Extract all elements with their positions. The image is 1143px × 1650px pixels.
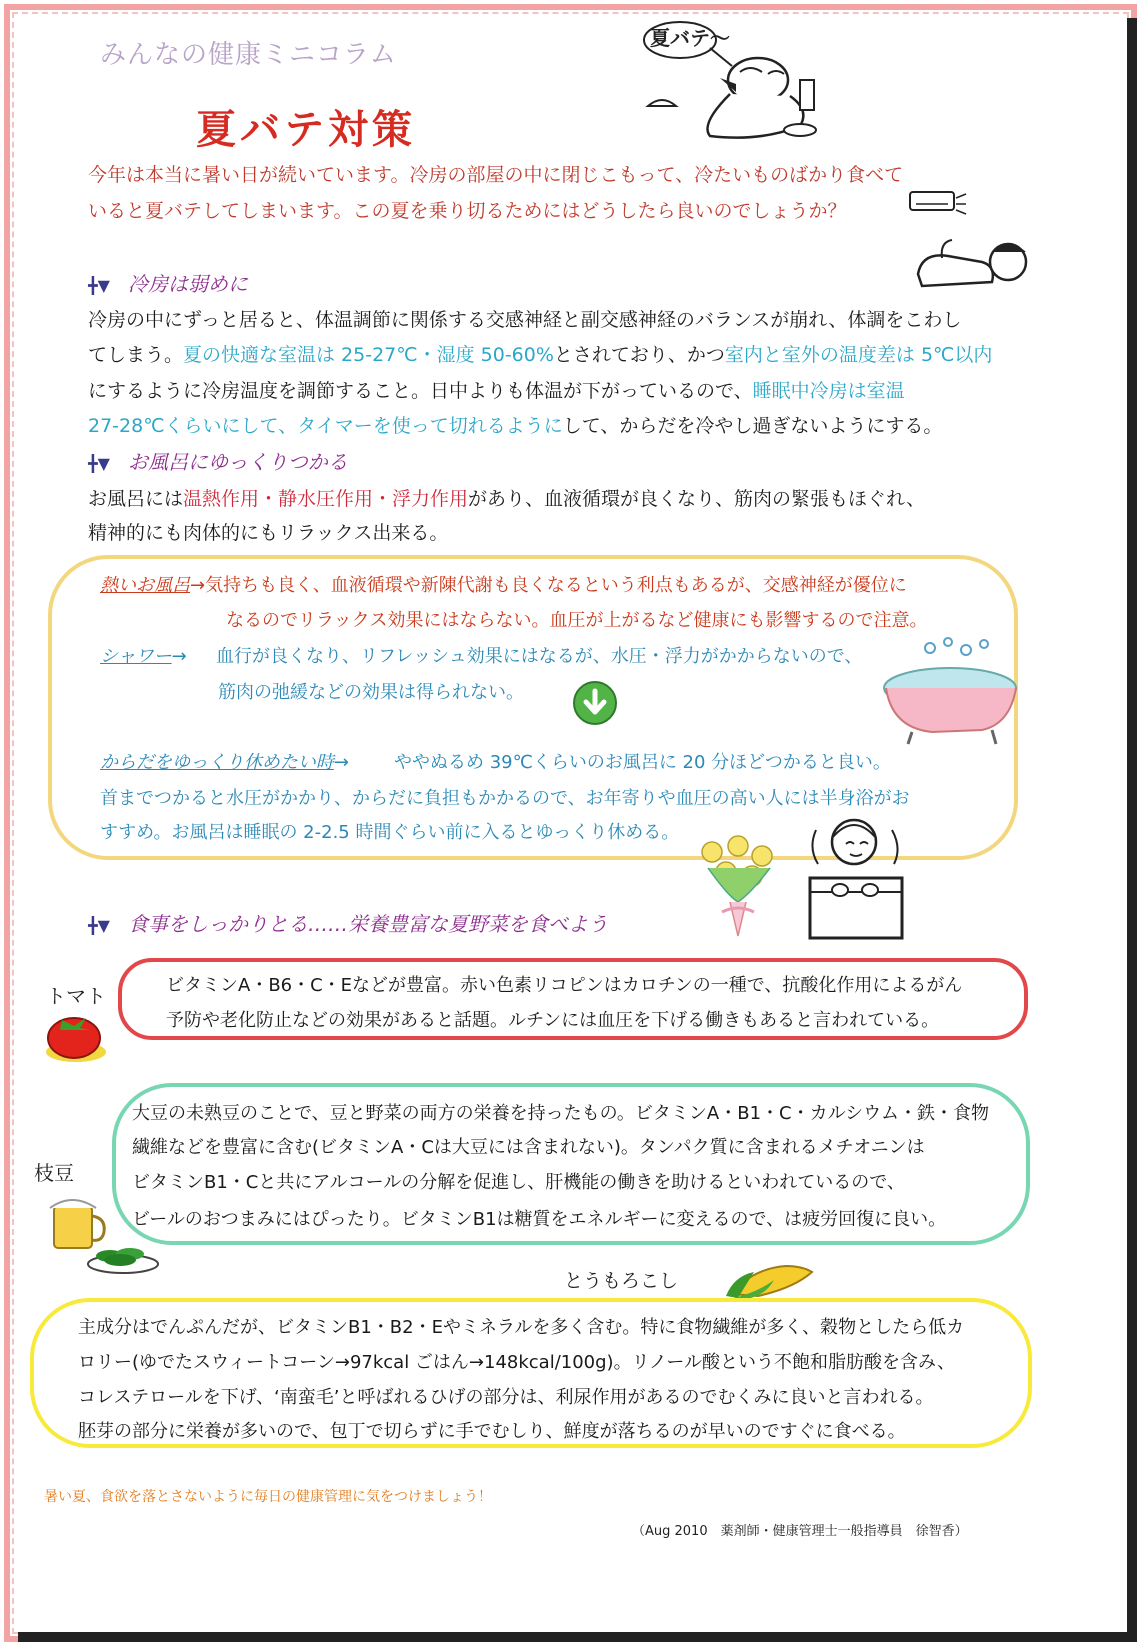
edamame-label: 枝豆 — [34, 1161, 74, 1185]
shower-line-1: 血行が良くなり、リフレッシュ効果にはなるが、水圧・浮力がかからないので、 — [216, 646, 863, 667]
bullet-arrow-icon: ╋▼ — [88, 276, 110, 295]
arrow: → — [333, 752, 349, 773]
footer-credit: （Aug 2010 薬剤師・健康管理士一般指導員 徐智香） — [632, 1524, 968, 1539]
tomato-line-2: 予防や老化防止などの効果があると話題。ルチンには血圧を下げる働きもあると言われている。 — [166, 1010, 940, 1031]
text: とされており、かつ — [553, 344, 725, 366]
highlight-sleep-aircon: 睡眠中冷房は室温 — [752, 380, 905, 402]
highlight-room-temp: 夏の快適な室温は 25-27℃・湿度 50-60% — [183, 344, 554, 366]
heading-text: お風呂にゆっくりつかる — [128, 450, 348, 474]
heading-text: 食事をしっかりとる……栄養豊富な夏野菜を食べよう — [128, 912, 608, 936]
bathtub-illustration — [872, 636, 1028, 748]
text: お風呂には — [88, 488, 184, 510]
corn-line-4: 胚芽の部分に栄養が多いので、包丁で切らずに手でむしり、鮮度が落ちるのが早いのですぐに食べる。 — [78, 1421, 906, 1442]
heading-text: 冷房は弱めに — [128, 272, 248, 296]
text: して、からだを冷やし過ぎないようにする。 — [562, 415, 943, 437]
edamame-line-1: 大豆の未熟豆のことで、豆と野菜の両方の栄養を持ったもの。ビタミンA・B1・C・カルシウム・鉄・食物 — [132, 1103, 989, 1124]
tomato-label: トマト — [46, 984, 106, 1008]
corn-label: とうもろこし — [564, 1270, 679, 1292]
flower-bouquet-illustration — [688, 832, 788, 938]
aircon-line-3 — [88, 376, 905, 403]
bath-line-2: 精神的にも肉体的にもリラックス出来る。 — [88, 522, 449, 544]
shower-line-2: 筋肉の弛緩などの効果は得られない。 — [218, 682, 524, 703]
section-heading-bath — [88, 446, 348, 475]
illustration-caption: 夏バテ〜 — [650, 26, 730, 50]
column-title: みんなの健康ミニコラム — [100, 40, 397, 70]
aircon-line-4 — [88, 411, 942, 438]
down-arrow-icon — [572, 680, 618, 726]
highlight-timer: 27-28℃くらいにして、タイマーを使って切れるように — [88, 415, 563, 437]
tomato-icon — [40, 1008, 110, 1064]
arrow: → — [171, 646, 187, 667]
aircon-line-1: 冷房の中にずっと居ると、体温調節に関係する交感神経と副交感神経のバランスが崩れ、体調をこわし — [88, 309, 962, 331]
page-shadow-right — [1127, 18, 1137, 1642]
tomato-line-1: ビタミンA・B6・C・Eなどが豊富。赤い色素リコピンはカロチンの一種で、抗酸化作用によるがん — [166, 975, 963, 996]
aircon-line-2 — [88, 340, 992, 367]
rest-label — [100, 748, 349, 774]
corn-line-1: 主成分はでんぷんだが、ビタミンB1・B2・Eやミネラルを多く含む。特に食物繊維が多く、穀物としたら低カ — [78, 1317, 965, 1338]
text: →気持ちも良く、血液循環や新陳代謝も良くなるという利点もあるが、交感神経が優位に — [190, 575, 907, 596]
hot-bath-label: 熱いお風呂 — [100, 575, 190, 596]
rest-line-3: すすめ。お風呂は睡眠の 2-2.5 時間ぐらい前に入るとゆっくり休める。 — [100, 822, 680, 843]
corn-line-3: コレステロールを下げ、‘南蛮毛’と呼ばれるひげの部分は、利尿作用があるのでむくみに良いと言われる。 — [78, 1387, 934, 1408]
bullet-arrow-icon: ╋▼ — [88, 454, 110, 473]
edamame-line-4: ビールのおつまみにはぴったり。ビタミンB1は糖質をエネルギーに変えるので、は疲労回復に良い。 — [132, 1209, 947, 1230]
intro-line-1: 今年は本当に暑い日が続いています。冷房の部屋の中に閉じこもって、冷たいものばかり食べて — [88, 164, 904, 186]
rest-line-1: ややぬるめ 39℃くらいのお風呂に 20 分ほどつかると良い。 — [394, 752, 891, 773]
edamame-dish-icon — [86, 1240, 160, 1274]
air-conditioner-illustration — [908, 188, 968, 218]
text: てしまう。 — [88, 344, 184, 366]
corn-line-2: ロリー(ゆでたスウィートコーン→97kcal ごはん→148kcal/100g)。リノール酸という不飽和脂肪酸を含み、 — [78, 1352, 956, 1373]
page-title: 夏バテ対策 — [196, 107, 416, 153]
shower-label — [100, 642, 187, 668]
section-heading-aircon — [88, 268, 248, 297]
corn-icon — [724, 1258, 816, 1300]
rest-label-text: からだをゆっくり休めたい時 — [100, 752, 334, 773]
page-shadow-bottom — [18, 1632, 1137, 1642]
highlight-bath-effects: 温熱作用・静水圧作用・浮力作用 — [183, 488, 469, 510]
highlight-temp-diff: 室内と室外の温度差は 5℃以内 — [724, 344, 993, 366]
hot-bath-line-2: なるのでリラックス効果にはならない。血圧が上がるなど健康にも影響するので注意。 — [226, 610, 928, 631]
intro-line-2: いると夏バテしてしまいます。この夏を乗り切るためにはどうしたら良いのでしょうか？ — [88, 200, 847, 222]
edamame-line-3: ビタミンB1・Cと共にアルコールの分解を促進し、肝機能の働きを助けるといわれているので、 — [132, 1172, 905, 1193]
edamame-line-2: 繊維などを豊富に含む(ビタミンA・Cは大豆には含まれない)。タンパク質に含まれるメチオニンは — [132, 1137, 925, 1158]
bathing-person-illustration — [804, 808, 910, 942]
section-heading-food — [88, 908, 608, 937]
hot-bath-line-1 — [100, 571, 907, 597]
rest-line-2: 首までつかると水圧がかかり、からだに負担もかかるので、お年寄りや血圧の高い人には半身浴がお — [100, 788, 910, 809]
shower-label-text: シャワー — [100, 646, 172, 667]
footer-note: 暑い夏、食欲を落とさないように毎日の健康管理に気をつけましょう！ — [44, 1489, 492, 1505]
sleeping-boy-illustration — [912, 222, 1036, 294]
text: にするように冷房温度を調節すること。日中よりも体温が下がっているので、 — [88, 380, 753, 402]
bath-line-1 — [88, 484, 925, 511]
text: があり、血液循環が良くなり、筋肉の緊張もほぐれ、 — [468, 488, 926, 510]
bullet-arrow-icon: ╋▼ — [88, 916, 110, 935]
